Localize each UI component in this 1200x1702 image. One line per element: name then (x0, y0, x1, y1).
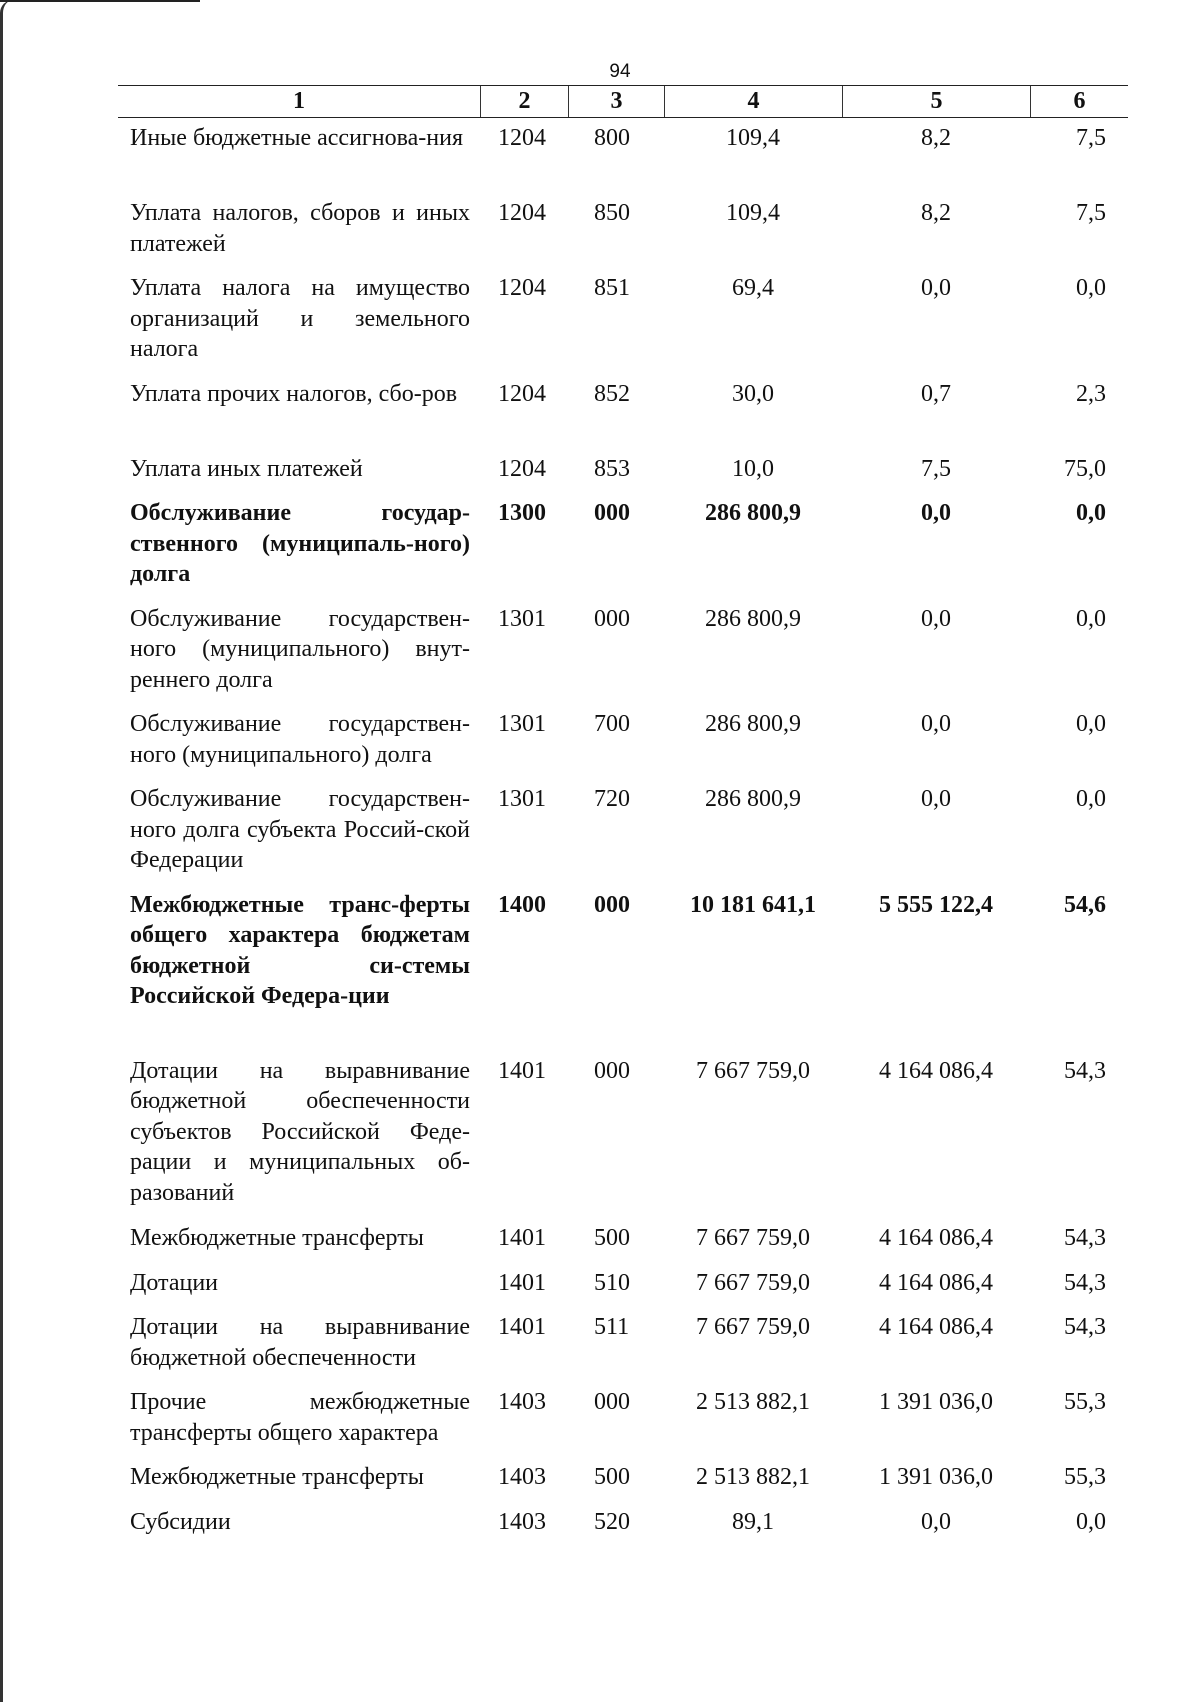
row-value-col5: 4 164 086,4 (879, 1269, 993, 1296)
row-expense-code: 800 (594, 125, 630, 151)
row-section-code: 1204 (498, 275, 546, 301)
table-row (118, 454, 1128, 485)
row-section-code: 1403 (498, 1508, 546, 1535)
row-expense-code: 000 (594, 1057, 630, 1084)
header-col-2: 2 (480, 86, 568, 117)
row-expense-code: 853 (594, 455, 630, 482)
row-expense-code: 000 (594, 1389, 630, 1415)
table-row (118, 1462, 1128, 1493)
row-name: Межбюджетные трансферты (130, 1225, 424, 1251)
row-value-col5: 5 555 122,4 (879, 891, 993, 918)
row-name: Дотации на выравнивание бюджетной обеспеченности субъектов Российской Феде-рации и муниципальных об-разований (130, 1057, 470, 1206)
row-name: Уплата иных платежей (130, 455, 363, 482)
row-value-col6: 0,0 (1076, 786, 1106, 812)
row-value-col5: 8,2 (921, 200, 951, 226)
row-name: Иные бюджетные ассигнова-ния (130, 125, 463, 151)
row-value-col6: 0,0 (1076, 500, 1106, 526)
row-section-code: 1301 (498, 605, 546, 632)
row-value-col4: 2 513 882,1 (696, 1464, 810, 1490)
header-col-4: 4 (664, 86, 842, 117)
table-row (118, 498, 1128, 590)
row-name: Обслуживание государ-ственного (муниципаль-ного) долга (130, 500, 470, 587)
row-expense-code: 500 (594, 1225, 630, 1251)
row-value-col5: 7,5 (921, 455, 951, 482)
table-row (118, 890, 1128, 1042)
row-value-col5: 8,2 (921, 125, 951, 151)
row-value-col4: 10 181 641,1 (690, 891, 816, 918)
header-col-6: 6 (1030, 86, 1128, 117)
table-row (118, 1223, 1128, 1254)
row-value-col6: 2,3 (1076, 380, 1106, 407)
row-value-col5: 1 391 036,0 (879, 1464, 993, 1490)
row-expense-code: 000 (594, 605, 630, 632)
row-value-col6: 55,3 (1064, 1389, 1106, 1415)
table-row (118, 198, 1128, 259)
row-value-col4: 7 667 759,0 (696, 1225, 810, 1251)
row-value-col5: 0,0 (921, 711, 951, 737)
row-value-col6: 7,5 (1076, 125, 1106, 151)
row-section-code: 1403 (498, 1389, 546, 1415)
row-value-col4: 7 667 759,0 (696, 1314, 810, 1340)
row-value-col6: 0,0 (1076, 711, 1106, 737)
scan-border-left (0, 0, 13, 1702)
row-section-code: 1301 (498, 786, 546, 812)
row-section-code: 1204 (498, 200, 546, 226)
row-value-col6: 55,3 (1064, 1464, 1106, 1490)
row-expense-code: 510 (594, 1269, 630, 1296)
row-value-col6: 0,0 (1076, 605, 1106, 632)
row-value-col5: 4 164 086,4 (879, 1225, 993, 1251)
row-section-code: 1401 (498, 1314, 546, 1340)
scan-border-top (0, 0, 200, 10)
row-value-col6: 75,0 (1064, 455, 1106, 482)
row-expense-code: 000 (594, 891, 630, 918)
row-name: Дотации (130, 1269, 219, 1296)
row-value-col6: 54,3 (1064, 1269, 1106, 1296)
row-name: Дотации на выравнивание бюджетной обеспеченности (130, 1314, 470, 1371)
row-value-col5: 4 164 086,4 (879, 1314, 993, 1340)
row-expense-code: 720 (594, 786, 630, 812)
table-body (118, 123, 1128, 1537)
row-value-col4: 2 513 882,1 (696, 1389, 810, 1415)
row-name: Субсидии (130, 1508, 231, 1535)
row-value-col5: 0,0 (921, 605, 951, 632)
row-value-col4: 286 800,9 (705, 605, 801, 632)
row-value-col5: 0,0 (921, 786, 951, 812)
row-name: Межбюджетные трансферты (130, 1464, 424, 1490)
header-col-5: 5 (842, 86, 1030, 117)
row-section-code: 1300 (498, 500, 546, 526)
row-expense-code: 850 (594, 200, 630, 226)
row-value-col4: 89,1 (732, 1508, 774, 1535)
row-value-col6: 7,5 (1076, 200, 1106, 226)
row-expense-code: 511 (594, 1314, 630, 1340)
row-name: Прочие межбюджетные трансферты общего характера (130, 1389, 470, 1446)
table-row (118, 1507, 1128, 1538)
row-section-code: 1400 (498, 891, 546, 918)
row-value-col4: 286 800,9 (705, 711, 801, 737)
row-section-code: 1204 (498, 380, 546, 407)
row-section-code: 1401 (498, 1269, 546, 1296)
row-section-code: 1401 (498, 1057, 546, 1084)
table-row (118, 1312, 1128, 1373)
row-section-code: 1204 (498, 125, 546, 151)
row-section-code: 1204 (498, 455, 546, 482)
row-expense-code: 000 (594, 500, 630, 526)
row-name: Обслуживание государствен-ного (муниципального) внут-реннего долга (130, 605, 470, 693)
row-value-col4: 7 667 759,0 (696, 1269, 810, 1296)
row-value-col4: 286 800,9 (705, 500, 801, 526)
row-expense-code: 700 (594, 711, 630, 737)
table-row (118, 1056, 1128, 1209)
row-value-col5: 4 164 086,4 (879, 1057, 993, 1084)
row-value-col6: 54,3 (1064, 1314, 1106, 1340)
row-name: Межбюджетные транс-ферты общего характера бюджетам бюджетной си-стемы Российской Федера-ции (130, 891, 470, 1009)
row-expense-code: 851 (594, 275, 630, 301)
row-name: Обслуживание государствен-ного долга субъекта Россий-ской Федерации (130, 786, 470, 873)
row-value-col5: 1 391 036,0 (879, 1389, 993, 1415)
row-value-col5: 0,0 (921, 500, 951, 526)
row-expense-code: 852 (594, 380, 630, 407)
row-value-col5: 0,7 (921, 380, 951, 407)
row-value-col4: 30,0 (732, 380, 774, 407)
row-value-col5: 0,0 (921, 275, 951, 301)
row-value-col6: 54,3 (1064, 1057, 1106, 1084)
row-expense-code: 500 (594, 1464, 630, 1490)
table-row (118, 784, 1128, 876)
row-value-col6: 54,6 (1064, 891, 1106, 918)
row-section-code: 1301 (498, 711, 546, 737)
table-row (118, 709, 1128, 770)
row-value-col6: 54,3 (1064, 1225, 1106, 1251)
row-value-col4: 109,4 (726, 200, 780, 226)
row-expense-code: 520 (594, 1508, 630, 1535)
row-name: Уплата прочих налогов, сбо-ров (130, 380, 458, 407)
table-row (118, 604, 1128, 696)
row-name: Обслуживание государствен-ного (муниципального) долга (130, 711, 470, 768)
page-number: 94 (609, 61, 631, 82)
row-value-col4: 7 667 759,0 (696, 1057, 810, 1084)
table-row (118, 273, 1128, 365)
table-row (118, 123, 1128, 184)
row-value-col4: 109,4 (726, 125, 780, 151)
table-row (118, 1268, 1128, 1299)
row-value-col4: 10,0 (732, 455, 774, 482)
row-section-code: 1403 (498, 1464, 546, 1490)
table-row (118, 379, 1128, 440)
table-row (118, 1387, 1128, 1448)
row-name: Уплата налога на имущество организаций и земельного налога (130, 275, 470, 362)
header-col-3: 3 (568, 86, 664, 117)
row-value-col6: 0,0 (1076, 1508, 1106, 1535)
row-value-col4: 69,4 (732, 275, 774, 301)
row-value-col6: 0,0 (1076, 275, 1106, 301)
row-name: Уплата налогов, сборов и иных платежей (130, 200, 470, 257)
table-header (118, 85, 1128, 118)
header-col-1: 1 (293, 88, 305, 114)
row-value-col5: 0,0 (921, 1508, 951, 1535)
row-value-col4: 286 800,9 (705, 786, 801, 812)
row-section-code: 1401 (498, 1225, 546, 1251)
